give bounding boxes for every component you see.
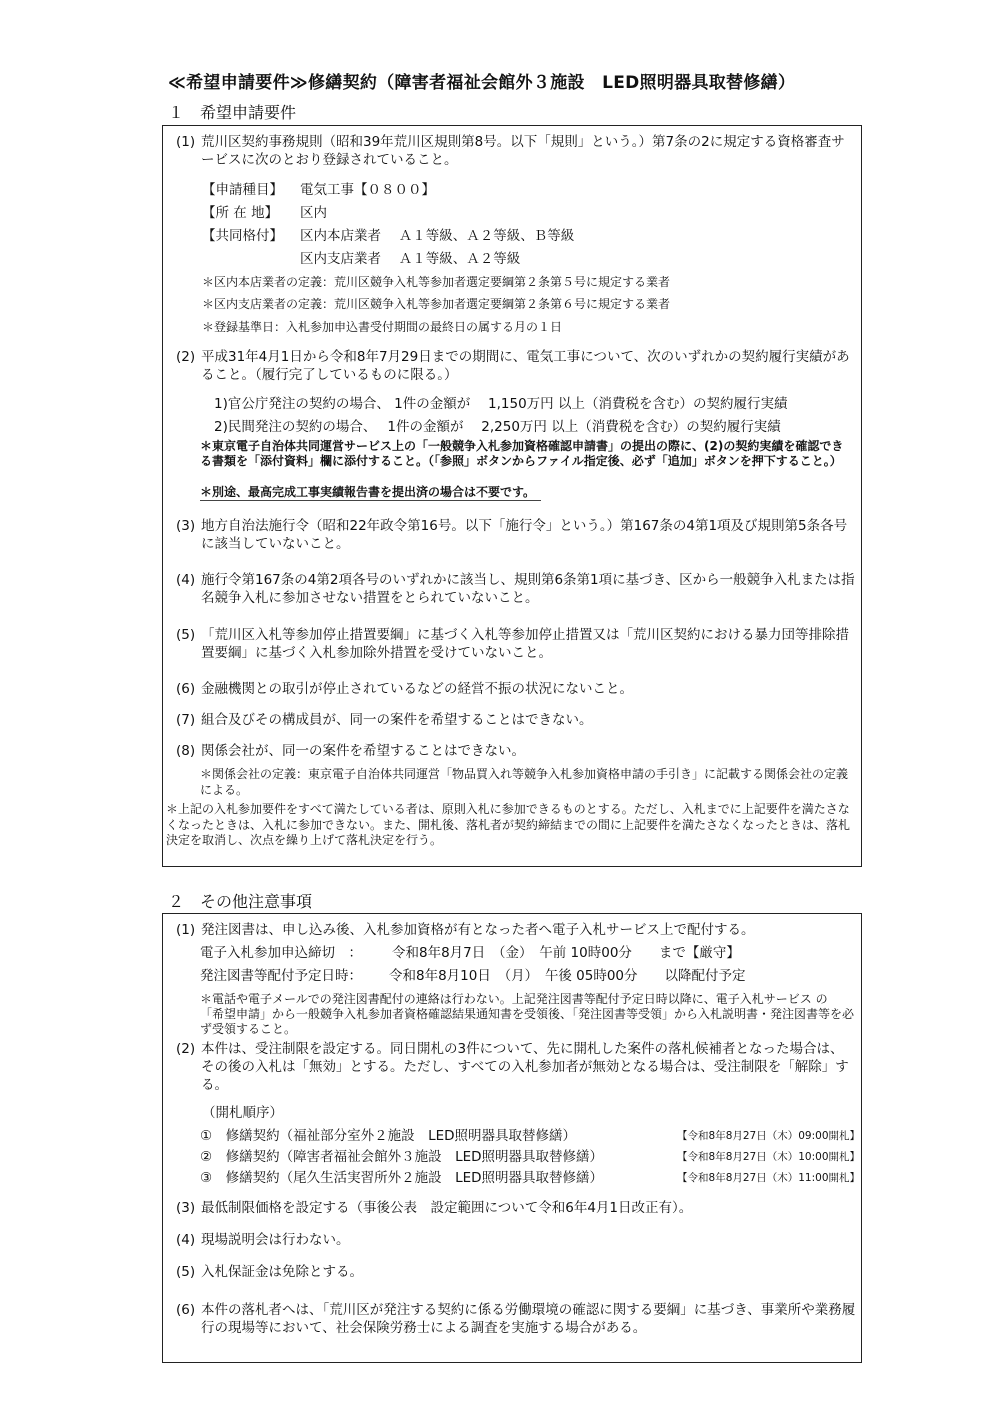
s2-order-heading: （開札順序） — [202, 1105, 283, 1121]
s1-item2-bold-note: ＊東京電子自治体共同運営サービス上の「一般競争入札参加資格確認申請書」の提出の際に、(2)の契約実績を確認できる書類を「添付資料」欄に添付すること。（「参照」ボタンからファイル指定後、必ず「追加」ボタンを押下すること。） — [200, 439, 844, 468]
s1-row-value-0: 電気工事【０８００】 — [300, 182, 435, 198]
s1-item2-sub1: 1)官公庁発注の契約の場合、 1件の金額が 1,150万円 以上（消費税を含む）の契約履行実績 — [214, 396, 788, 412]
s1-note-0: ＊区内本店業者の定義：荒川区競争入札等参加者選定要綱第２条第５号に規定する業者 — [202, 275, 671, 289]
s1-item5-text: 「荒川区入札等参加停止措置要綱」に基づく入札等参加停止措置又は「荒川区契約における暴力団等排除措置要綱」に基づく入札参加除外措置を受けていないこと。 — [201, 627, 849, 662]
s2-item4-num: (4) — [176, 1232, 196, 1248]
s1-item2-bold-note2: ＊別途、最高完成工事実績報告書を提出済の場合は不要です。 — [200, 484, 541, 501]
s2-order-date-3: 【令和8年8月27日（木）11:00開札】 — [677, 1172, 860, 1184]
s2-item2-text: 本件は、受注制限を設定する。同日開札の3件について、先に開札した案件の落札候補者となった場合は、その後の入札は「無効」とする。ただし、すべての入札参加者が無効となる場合は、受注制限を「解除」する。 — [201, 1041, 849, 1094]
s2-order-label-1: ① 修繕契約（福祉部分室外２施設 LED照明器具取替修繕） — [200, 1128, 577, 1144]
s2-item1-note: ＊電話や電子メールでの発注図書配付の連絡は行わない。上記発注図書等配付予定日時以降に、電子入札サービス の 「希望申請」から一般競争入札参加者資格確認結果通知書を受領後、「発注図書等受領」から入札説明書・発注図書等を必ず受領すること。 — [200, 992, 855, 1036]
s1-item3-num: (3) — [176, 518, 196, 534]
s1-item2-sub2: 2)民間発注の契約の場合、 1件の金額が 2,250万円 以上（消費税を含む）の契約履行実績 — [214, 419, 781, 435]
s2-dist-label: 発注図書等配付予定日時： — [200, 968, 362, 984]
s2-item4 — [176, 1231, 856, 1249]
s1-item3-text: 地方自治法施行令（昭和22年政令第16号。以下「施行令」という。）第167条の4第1項及び規則第5条各号に該当していないこと。 — [201, 518, 848, 553]
s2-item5 — [176, 1263, 856, 1281]
s1-item4-text: 施行令第167条の4第2項各号のいずれかに該当し、規則第6条第1項に基づき、区から一般競争入札または指名競争入札に参加させない措置をとられていないこと。 — [201, 572, 855, 607]
s2-item6 — [176, 1301, 856, 1337]
s1-item6-text: 金融機関との取引が停止されているなどの経営不振の状況にないこと。 — [201, 681, 633, 697]
s1-item1-text: 荒川区契約事務規則（昭和39年荒川区規則第8号。以下「規則」という。）第7条の2に規定する資格審査サービスに次のとおり登録されていること。 — [201, 134, 845, 169]
s2-item3-text: 最低制限価格を設定する（事後公表 設定範囲について令和6年4月1日改正有）。 — [201, 1200, 693, 1216]
s1-item2-text: 平成31年4月1日から令和8年7月29日までの期間に、電気工事について、次のいずれかの契約履行実績があること。（履行完了しているものに限る。） — [201, 349, 850, 384]
s2-item1-num: (1) — [176, 922, 196, 938]
s2-item3 — [176, 1199, 856, 1217]
s2-item3-num: (3) — [176, 1200, 196, 1216]
s1-item4-num: (4) — [176, 572, 196, 588]
s1-item5 — [176, 626, 856, 662]
s2-item4-text: 現場説明会は行わない。 — [201, 1232, 350, 1248]
s1-item2 — [176, 348, 856, 384]
s1-item7-num: (7) — [176, 712, 196, 728]
s2-item2-num: (2) — [176, 1041, 196, 1057]
s1-item2-num: (2) — [176, 349, 196, 365]
s1-note-2: ＊登録基準日：入札参加申込書受付期間の最終日の属する月の１日 — [202, 320, 563, 334]
s1-item8 — [176, 742, 856, 760]
s1-row-value-2: 区内本店業者 Ａ１等級、Ａ２等級、Ｂ等級 — [300, 228, 575, 244]
s2-item6-num: (6) — [176, 1302, 196, 1318]
s1-item5-num: (5) — [176, 627, 196, 643]
s2-item6-text: 本件の落札者へは、「荒川区が発注する契約に係る労働環境の確認に関する要綱」に基づき、事業所や業務履行の現場等において、社会保険労務士による調査を実施する場合がある。 — [201, 1302, 856, 1337]
s2-item1 — [176, 921, 856, 939]
s2-item5-text: 入札保証金は免除とする。 — [201, 1264, 363, 1280]
s2-order-row-1 — [200, 1127, 860, 1147]
s2-order-label-2: ② 修繕契約（障害者福祉会館外３施設 LED照明器具取替修繕） — [200, 1149, 604, 1165]
s1-row-label-1: 【所 在 地】 — [202, 205, 279, 221]
s1-item6-num: (6) — [176, 681, 196, 697]
s1-item7 — [176, 711, 856, 729]
s1-item1-num: (1) — [176, 134, 196, 150]
s1-row-label-2: 【共同格付】 — [202, 228, 283, 244]
s1-row-label-0: 【申請種目】 — [202, 182, 283, 198]
s2-deadline-date: 令和8年8月7日 （金） 午前 10時00分 まで【厳守】 — [392, 945, 740, 961]
s2-order-row-3 — [200, 1169, 860, 1189]
s2-order-date-1: 【令和8年8月27日（木）09:00開札】 — [677, 1130, 860, 1142]
s1-item8-num: (8) — [176, 743, 196, 759]
s1-item8-note: ＊関係会社の定義：東京電子自治体共同運営「物品買入れ等競争入札参加資格申請の手引き」に記載する関係会社の定義による。 — [200, 767, 849, 798]
s2-item2 — [176, 1040, 856, 1095]
s2-item1-text: 発注図書は、申し込み後、入札参加資格が有となった者へ電子入札サービス上で配付する。 — [201, 922, 755, 938]
s1-row-value-3: 区内支店業者 Ａ１等級、Ａ２等級 — [300, 251, 521, 267]
s2-order-label-3: ③ 修繕契約（尾久生活実習所外２施設 LED照明器具取替修繕） — [200, 1170, 604, 1186]
s2-order-row-2 — [200, 1148, 860, 1168]
s2-order-date-2: 【令和8年8月27日（木）10:00開札】 — [677, 1151, 860, 1163]
s2-deadline-label: 電子入札参加申込締切 ： — [200, 945, 362, 961]
s1-item4 — [176, 571, 856, 607]
section2-heading: ２ その他注意事項 — [168, 892, 313, 911]
s2-item5-num: (5) — [176, 1264, 196, 1280]
document-title: ≪希望申請要件≫修繕契約（障害者福祉会館外３施設 LED照明器具取替修繕） — [168, 73, 796, 93]
s1-row-value-1: 区内 — [300, 205, 327, 221]
s1-note-1: ＊区内支店業者の定義：荒川区競争入札等参加者選定要綱第２条第６号に規定する業者 — [202, 297, 671, 311]
s1-item6 — [176, 680, 856, 698]
s1-item8-text: 関係会社が、同一の案件を希望することはできない。 — [201, 743, 525, 759]
s1-item3 — [176, 517, 856, 553]
s2-dist-date: 令和8年8月10日 （月） 午後 05時00分 以降配付予定 — [389, 968, 746, 984]
s1-footer-note: ＊上記の入札参加要件をすべて満たしている者は、原則入札に参加できるものとする。ただし、入札までに上記要件を満たさなくなったときは、入札に参加できない。また、開札後、落札者が契約締結までの間に上記要件を満たさなくなったときは、落札決定を取消し、次点を繰り上げて落札決定を行う。 — [166, 802, 851, 848]
section1-heading: １ 希望申請要件 — [168, 103, 297, 122]
s1-item1 — [176, 133, 856, 169]
s1-item7-text: 組合及びその構成員が、同一の案件を希望することはできない。 — [201, 712, 593, 728]
